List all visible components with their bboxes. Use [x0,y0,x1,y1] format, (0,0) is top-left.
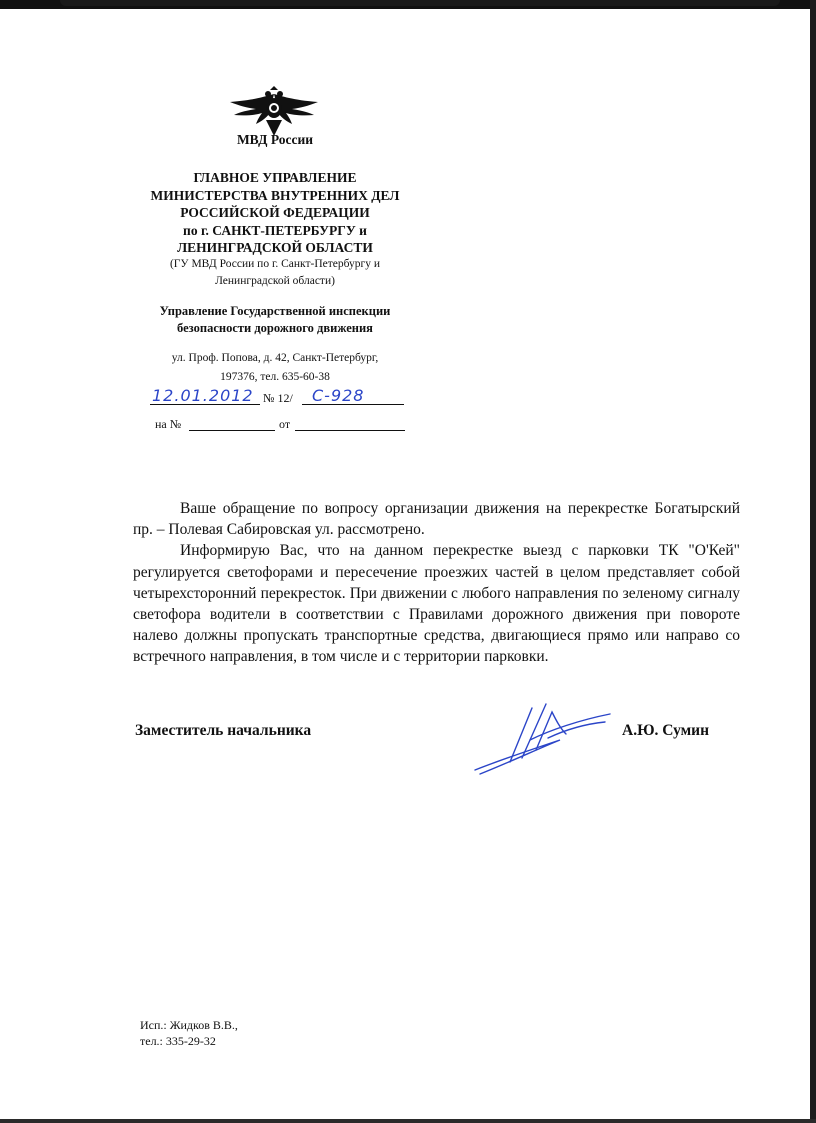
executor-phone: тел.: 335-29-32 [140,1034,216,1048]
department-name-line: безопасности дорожного движения [177,321,373,335]
registration-number-label: № 12/ [263,391,293,405]
body-paragraph: Ваше обращение по вопросу организации движения на перекрестке Богатырский пр. – Полевая Сабировская ул. рассмотрено. [133,500,740,539]
organization-name-line: МИНИСТЕРСТВА ВНУТРЕННИХ ДЕЛ [150,187,400,203]
reference-number-label: на № [155,417,182,431]
ministry-label: МВД России [236,132,314,147]
scan-edge-bottom [0,1119,816,1123]
address-line: ул. Проф. Попова, д. 42, Санкт-Петербург, [171,352,379,364]
scan-edge-top-shadow [60,0,780,6]
organization-short-name-line: (ГУ МВД России по г. Санкт-Петербургу и [169,258,381,270]
registration-line [150,388,410,410]
organization-name-line: по г. САНКТ-ПЕТЕРБУРГУ и [183,222,367,238]
double-headed-eagle-emblem-icon [226,86,322,138]
scan-edge-right [810,0,816,1123]
address [130,349,420,387]
organization-name-line: ГЛАВНОЕ УПРАВЛЕНИЕ [193,170,357,185]
executor-info [140,1017,238,1049]
organization-short-name-line: Ленинградской области) [215,275,335,287]
reference-date-blank [295,430,405,431]
reference-date-label: от [279,417,291,431]
department-name-line: Управление Государственной инспекции [159,304,391,318]
signatory-name: А.Ю. Сумин [622,722,710,739]
body-paragraph: Информирую Вас, что на данном перекрестке выезд с парковки ТК "О'Кей" регулируется светофорами и пересечение проезжих частей в целом представляет собой четырехсторонний перекресток. При движении с любого направления по зеленому сигналу светофора водители в соответствии с Правилами дорожного движения при повороте налево должны пропускать транспортные средства, двигающиеся прямо или направо со встречного направления, в том числе и с территории парковки. [133,542,740,666]
reference-number-blank [189,430,275,431]
letter-body [133,498,740,668]
organization-name-line: РОССИЙСКОЙ ФЕДЕРАЦИИ [180,205,370,220]
department-name [130,303,420,337]
registration-number-underline [302,404,404,405]
signatory-title: Заместитель начальника [135,722,312,739]
executor-name: Исп.: Жидков В.В., [140,1018,238,1032]
organization-short-name [130,256,420,290]
registration-date-underline [150,404,260,405]
handwritten-signature [470,700,615,778]
organization-name-line: ЛЕНИНГРАДСКОЙ ОБЛАСТИ [177,240,373,255]
registration-date: 12.01.2012 [152,386,254,405]
reference-line [155,417,415,437]
registration-number: С-928 [312,386,365,405]
organization-name [130,169,420,257]
address-line: 197376, тел. 635-60-38 [220,371,330,383]
